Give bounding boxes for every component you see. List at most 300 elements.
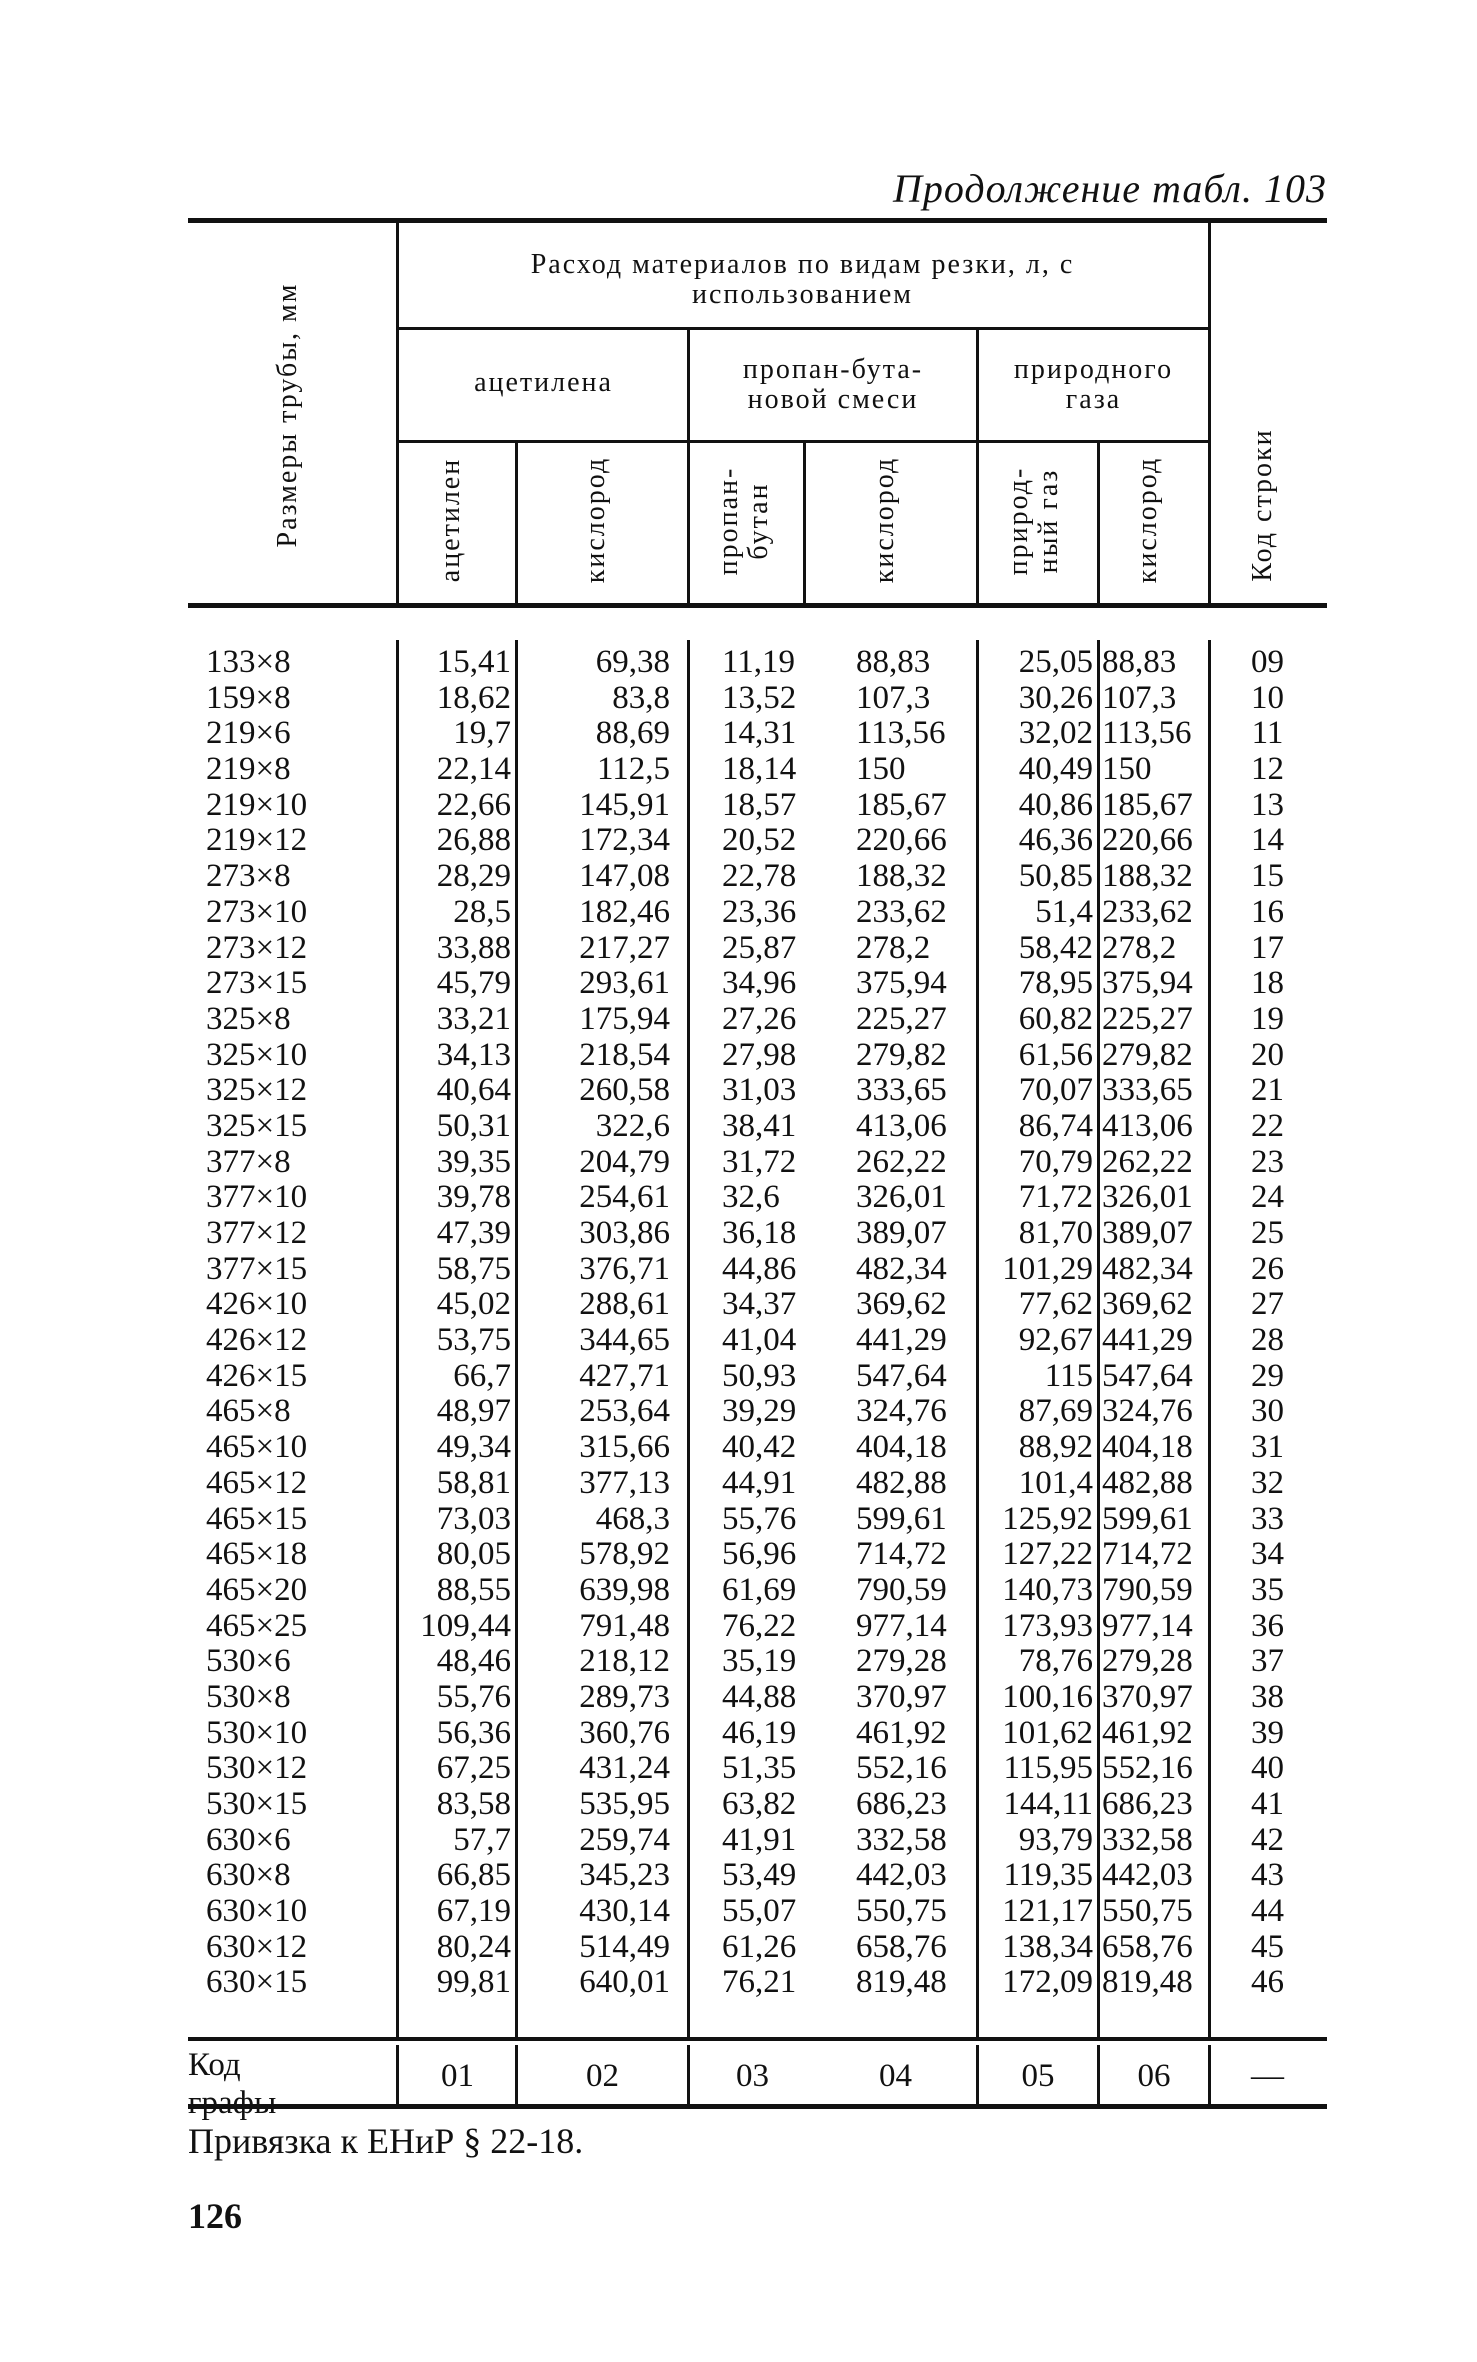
column-oxygen-1 <box>520 645 670 2001</box>
table-cell-size: 377×10 <box>206 1179 308 1216</box>
table-cell-c1: 80,24 <box>436 1928 511 1965</box>
table-cell-code: 21 <box>1251 1072 1284 1109</box>
table-cell-code: 41 <box>1251 1786 1284 1822</box>
body-bottom-rule <box>188 2037 1327 2041</box>
table-cell-c1: 109,44 <box>420 1607 511 1644</box>
vline-footer-6 <box>1208 2045 1211 2105</box>
table-cell-c1: 34,13 <box>436 1036 511 1073</box>
table-cell-c4: 404,18 <box>856 1429 947 1466</box>
table-cell-c4: 442,03 <box>856 1857 947 1894</box>
table-cell-size: 530×12 <box>206 1750 308 1787</box>
table-cell-code: 29 <box>1251 1357 1284 1394</box>
table-cell-code: 34 <box>1251 1536 1284 1573</box>
table-cell-c3: 41,91 <box>722 1821 797 1858</box>
table-cell-c3: 46,19 <box>722 1714 797 1751</box>
table-cell-c5: 58,42 <box>1018 929 1093 966</box>
column-pipe-size <box>206 645 391 2001</box>
table-cell-c6: 107,3 <box>1102 679 1177 716</box>
binding-note: Привязка к ЕНиР § 22-18. <box>188 2121 584 2161</box>
table-cell-c6: 547,64 <box>1102 1357 1193 1394</box>
table-cell-c3: 25,87 <box>722 929 797 966</box>
table-cell-code: 13 <box>1251 786 1284 823</box>
table-cell-c4: 547,64 <box>856 1357 947 1394</box>
table-cell-size: 273×12 <box>206 929 308 966</box>
table-cell-size: 325×15 <box>206 1107 308 1144</box>
table-cell-size: 426×15 <box>206 1357 308 1394</box>
table-cell-c5: 51,4 <box>1035 893 1093 930</box>
table-cell-c4: 658,76 <box>856 1928 947 1965</box>
table-cell-c2: 260,58 <box>579 1072 670 1109</box>
table-cell-c1: 48,46 <box>436 1643 511 1680</box>
table-cell-c1: 67,19 <box>436 1893 511 1930</box>
table-cell-c6: 552,16 <box>1102 1750 1193 1787</box>
table-cell-c5: 93,79 <box>1018 1821 1093 1858</box>
table-cell-c1: 45,02 <box>436 1286 511 1323</box>
table-cell-size: 377×15 <box>206 1250 308 1287</box>
table-cell-c6: 185,67 <box>1102 786 1193 823</box>
table-cell-c6: 977,14 <box>1102 1607 1193 1644</box>
table-cell-c3: 39,29 <box>722 1393 797 1430</box>
column-oxygen-2 <box>856 645 971 2001</box>
table-cell-c4: 107,3 <box>856 679 931 716</box>
table-cell-c6: 790,59 <box>1102 1571 1193 1608</box>
table-cell-code: 44 <box>1251 1893 1284 1930</box>
table-cell-c2: 293,61 <box>579 965 670 1002</box>
table-cell-c6: 599,61 <box>1102 1500 1193 1537</box>
table-cell-size: 530×8 <box>206 1678 291 1715</box>
table-cell-c4: 324,76 <box>856 1393 947 1430</box>
table-cell-c5: 40,49 <box>1018 751 1093 788</box>
table-cell-code: 18 <box>1251 965 1284 1002</box>
table-cell-c6: 482,34 <box>1102 1250 1193 1287</box>
table-cell-c3: 56,96 <box>722 1536 797 1573</box>
table-cell-c6: 413,06 <box>1102 1107 1193 1144</box>
table-cell-c3: 55,07 <box>722 1893 797 1930</box>
table-cell-c2: 315,66 <box>579 1429 670 1466</box>
table-cell-c1: 33,21 <box>436 1000 511 1037</box>
table-cell-c6: 389,07 <box>1102 1215 1193 1251</box>
table-cell-c6: 278,2 <box>1102 929 1177 966</box>
table-cell-c4: 332,58 <box>856 1821 947 1858</box>
table-cell-c4: 233,62 <box>856 893 947 930</box>
header-pipe-size: Размеры трубы, мм <box>272 282 303 548</box>
table-cell-c6: 326,01 <box>1102 1179 1193 1216</box>
table-cell-c4: 413,06 <box>856 1107 947 1144</box>
table-cell-c1: 28,29 <box>436 858 511 895</box>
table-cell-c1: 15,41 <box>436 644 511 680</box>
table-cell-c6: 550,75 <box>1102 1893 1193 1930</box>
table-cell-code: 11 <box>1251 715 1284 752</box>
table-cell-c1: 28,5 <box>453 893 511 930</box>
table-cell-c6: 714,72 <box>1102 1536 1193 1573</box>
table-cell-c4: 220,66 <box>856 822 947 859</box>
table-cell-size: 465×20 <box>206 1571 308 1608</box>
table-cell-c3: 36,18 <box>722 1215 797 1251</box>
table-cell-c2: 147,08 <box>579 858 670 895</box>
table-cell-code: 24 <box>1251 1179 1284 1216</box>
table-cell-code: 33 <box>1251 1500 1284 1537</box>
table-cell-c4: 714,72 <box>856 1536 947 1573</box>
vline-header-sub-5 <box>1097 440 1100 603</box>
table-cell-code: 28 <box>1251 1322 1284 1359</box>
header-main-group: Расход материалов по видам резки, л, с использованием <box>530 249 1075 310</box>
table-cell-c1: 50,31 <box>436 1107 511 1144</box>
table-cell-c3: 32,6 <box>722 1179 780 1216</box>
column-propane-butane <box>722 645 807 2001</box>
table-bottom-rule <box>188 2104 1327 2109</box>
graph-code-03: 03 <box>736 2058 769 2094</box>
table-cell-c6: 369,62 <box>1102 1286 1193 1323</box>
table-cell-c3: 38,41 <box>722 1107 797 1144</box>
table-cell-c5: 119,35 <box>1003 1857 1093 1894</box>
table-cell-c2: 791,48 <box>579 1607 670 1644</box>
table-cell-c1: 66,7 <box>453 1357 511 1394</box>
table-cell-c6: 188,32 <box>1102 858 1193 895</box>
table-cell-code: 36 <box>1251 1607 1284 1644</box>
table-cell-c6: 225,27 <box>1102 1000 1193 1037</box>
table-cell-c5: 87,69 <box>1018 1393 1093 1430</box>
table-cell-c1: 56,36 <box>436 1714 511 1751</box>
table-cell-size: 325×12 <box>206 1072 308 1109</box>
table-cell-c2: 430,14 <box>579 1893 670 1930</box>
table-cell-c2: 535,95 <box>579 1786 670 1822</box>
table-cell-c4: 326,01 <box>856 1179 947 1216</box>
table-cell-c6: 332,58 <box>1102 1821 1193 1858</box>
table-cell-c4: 552,16 <box>856 1750 947 1787</box>
table-cell-c3: 27,26 <box>722 1000 797 1037</box>
table-cell-size: 465×10 <box>206 1429 308 1466</box>
table-cell-c3: 34,96 <box>722 965 797 1002</box>
table-cell-size: 465×25 <box>206 1607 308 1644</box>
table-cell-c6: 819,48 <box>1102 1964 1193 2001</box>
table-cell-size: 465×18 <box>206 1536 308 1573</box>
table-cell-c2: 345,23 <box>579 1857 670 1894</box>
table-cell-c4: 482,88 <box>856 1464 947 1501</box>
table-cell-c3: 44,88 <box>722 1678 797 1715</box>
table-cell-size: 530×10 <box>206 1714 308 1751</box>
table-cell-c2: 253,64 <box>579 1393 670 1430</box>
table-cell-code: 31 <box>1251 1429 1284 1466</box>
vline-body-4 <box>976 640 979 2040</box>
table-cell-c4: 225,27 <box>856 1000 947 1037</box>
table-cell-c2: 83,8 <box>612 679 670 716</box>
table-cell-c6: 324,76 <box>1102 1393 1193 1430</box>
graph-code-01: 01 <box>441 2058 474 2094</box>
group-header-rule <box>398 327 1209 330</box>
table-cell-size: 273×8 <box>206 858 291 895</box>
table-cell-c5: 70,79 <box>1018 1143 1093 1180</box>
table-cell-size: 530×15 <box>206 1786 308 1822</box>
table-cell-c1: 88,55 <box>436 1571 511 1608</box>
table-cell-c4: 482,34 <box>856 1250 947 1287</box>
table-cell-size: 219×10 <box>206 786 308 823</box>
table-cell-c6: 333,65 <box>1102 1072 1193 1109</box>
table-cell-c6: 113,56 <box>1102 715 1192 752</box>
table-cell-c2: 514,49 <box>579 1928 670 1965</box>
table-cell-code: 17 <box>1251 929 1284 966</box>
table-cell-c4: 375,94 <box>856 965 947 1002</box>
vline-header-sub-3 <box>803 440 806 603</box>
table-cell-c3: 50,93 <box>722 1357 797 1394</box>
table-cell-c2: 145,91 <box>579 786 670 823</box>
table-cell-c1: 39,78 <box>436 1179 511 1216</box>
table-cell-c1: 19,7 <box>453 715 511 752</box>
table-cell-c1: 80,05 <box>436 1536 511 1573</box>
table-cell-c3: 44,91 <box>722 1464 797 1501</box>
table-cell-c1: 33,88 <box>436 929 511 966</box>
table-cell-c3: 20,52 <box>722 822 797 859</box>
table-cell-size: 325×8 <box>206 1000 291 1037</box>
table-cell-c6: 233,62 <box>1102 893 1193 930</box>
table-cell-c2: 360,76 <box>579 1714 670 1751</box>
table-cell-code: 35 <box>1251 1571 1284 1608</box>
table-cell-c2: 639,98 <box>579 1571 670 1608</box>
table-cell-size: 530×6 <box>206 1643 291 1680</box>
table-cell-c6: 279,28 <box>1102 1643 1193 1680</box>
table-cell-size: 219×8 <box>206 751 291 788</box>
table-cell-c5: 173,93 <box>1002 1607 1093 1644</box>
table-cell-c5: 50,85 <box>1018 858 1093 895</box>
table-cell-size: 377×12 <box>206 1215 308 1251</box>
table-cell-c2: 218,54 <box>579 1036 670 1073</box>
vline-body-6 <box>1208 640 1211 2040</box>
table-cell-c5: 78,76 <box>1018 1643 1093 1680</box>
graph-code-dash: — <box>1251 2058 1284 2094</box>
table-cell-c1: 49,34 <box>436 1429 511 1466</box>
table-cell-c3: 34,37 <box>722 1286 797 1323</box>
table-cell-c1: 53,75 <box>436 1322 511 1359</box>
column-oxygen-3 <box>1102 645 1207 2001</box>
table-cell-c4: 279,82 <box>856 1036 947 1073</box>
table-cell-c5: 32,02 <box>1018 715 1093 752</box>
table-cell-c3: 18,14 <box>722 751 797 788</box>
header-bottom-rule <box>188 603 1327 608</box>
table-cell-c1: 48,97 <box>436 1393 511 1430</box>
table-cell-c6: 370,97 <box>1102 1678 1193 1715</box>
table-cell-c1: 39,35 <box>436 1143 511 1180</box>
table-cell-c3: 18,57 <box>722 786 797 823</box>
table-cell-c3: 61,26 <box>722 1928 797 1965</box>
table-cell-c1: 40,64 <box>436 1072 511 1109</box>
table-cell-c3: 76,21 <box>722 1964 797 2001</box>
subcol-acetylene: ацетилен <box>435 457 466 583</box>
table-cell-size: 426×10 <box>206 1286 308 1323</box>
table-cell-c2: 259,74 <box>579 1821 670 1858</box>
header-group-propane: пропан-бута- новой смеси <box>742 354 924 415</box>
table-cell-c3: 23,36 <box>722 893 797 930</box>
table-cell-code: 27 <box>1251 1286 1284 1323</box>
table-cell-c3: 27,98 <box>722 1036 797 1073</box>
table-cell-c1: 47,39 <box>436 1215 511 1251</box>
table-cell-c4: 279,28 <box>856 1643 947 1680</box>
continuation-title: Продолжение табл. 103 <box>892 166 1327 211</box>
table-cell-c6: 279,82 <box>1102 1036 1193 1073</box>
table-cell-c5: 86,74 <box>1018 1107 1093 1144</box>
subcol-natural-gas: природ- ный газ <box>1003 466 1064 576</box>
header-row-code: Код строки <box>1247 428 1278 582</box>
table-cell-c1: 22,14 <box>436 751 511 788</box>
table-cell-c4: 977,14 <box>856 1607 947 1644</box>
table-cell-code: 14 <box>1251 822 1284 859</box>
table-cell-c3: 31,03 <box>722 1072 797 1109</box>
table-cell-code: 09 <box>1251 644 1284 680</box>
table-cell-code: 38 <box>1251 1678 1284 1715</box>
table-cell-code: 30 <box>1251 1393 1284 1430</box>
vline-body-1 <box>396 640 399 2040</box>
table-cell-c2: 112,5 <box>596 751 670 788</box>
table-cell-c1: 55,76 <box>436 1678 511 1715</box>
table-cell-size: 273×10 <box>206 893 308 930</box>
table-cell-c4: 819,48 <box>856 1964 947 2001</box>
table-cell-c5: 78,95 <box>1018 965 1093 1002</box>
table-cell-c1: 26,88 <box>436 822 511 859</box>
table-cell-c6: 482,88 <box>1102 1464 1193 1501</box>
table-cell-code: 42 <box>1251 1821 1284 1858</box>
table-cell-c3: 63,82 <box>722 1786 797 1822</box>
table-cell-c4: 461,92 <box>856 1714 947 1751</box>
vline-body-3 <box>687 640 690 2040</box>
table-cell-c5: 46,36 <box>1018 822 1093 859</box>
table-cell-c5: 115 <box>1044 1357 1093 1394</box>
table-cell-c4: 550,75 <box>856 1893 947 1930</box>
table-cell-code: 45 <box>1251 1928 1284 1965</box>
table-cell-c4: 262,22 <box>856 1143 947 1180</box>
table-cell-size: 630×6 <box>206 1821 291 1858</box>
table-cell-size: 630×12 <box>206 1928 308 1965</box>
table-cell-c4: 389,07 <box>856 1215 947 1251</box>
page-number: 126 <box>188 2196 242 2236</box>
column-acetylene <box>400 645 511 2001</box>
column-natural-gas <box>980 645 1093 2001</box>
table-cell-c1: 99,81 <box>436 1964 511 2001</box>
table-cell-c3: 61,69 <box>722 1571 797 1608</box>
table-cell-c6: 88,83 <box>1102 644 1177 680</box>
table-cell-c2: 303,86 <box>579 1215 670 1251</box>
table-cell-c1: 57,7 <box>453 1821 511 1858</box>
table-cell-c4: 790,59 <box>856 1571 947 1608</box>
table-cell-c5: 101,4 <box>1018 1464 1093 1501</box>
table-cell-c1: 73,03 <box>436 1500 511 1537</box>
table-cell-c5: 127,22 <box>1002 1536 1093 1573</box>
table-cell-c6: 686,23 <box>1102 1786 1193 1822</box>
table-cell-c6: 461,92 <box>1102 1714 1193 1751</box>
column-row-code <box>1225 645 1310 2001</box>
table-cell-c6: 442,03 <box>1102 1857 1193 1894</box>
table-cell-c2: 322,6 <box>595 1107 670 1144</box>
vline-header-1 <box>396 223 399 603</box>
footer-label: Код графы <box>188 2047 277 2121</box>
table-cell-c1: 83,58 <box>436 1786 511 1822</box>
table-cell-c2: 427,71 <box>579 1357 670 1394</box>
table-cell-c3: 55,76 <box>722 1500 797 1537</box>
table-cell-c1: 58,75 <box>436 1250 511 1287</box>
table-cell-code: 26 <box>1251 1250 1284 1287</box>
table-cell-c1: 67,25 <box>436 1750 511 1787</box>
table-cell-c2: 289,73 <box>579 1678 670 1715</box>
subcol-oxygen-1: кислород <box>580 456 611 584</box>
table-cell-c5: 70,07 <box>1018 1072 1093 1109</box>
table-cell-c2: 69,38 <box>595 644 670 680</box>
header-group-natural-gas: природного газа <box>1013 354 1174 415</box>
table-cell-code: 43 <box>1251 1857 1284 1894</box>
table-cell-c2: 175,94 <box>579 1000 670 1037</box>
table-cell-c6: 150 <box>1102 751 1152 788</box>
table-cell-c1: 45,79 <box>436 965 511 1002</box>
table-cell-c6: 404,18 <box>1102 1429 1193 1466</box>
table-cell-c2: 640,01 <box>579 1964 670 2001</box>
table-cell-c5: 144,11 <box>1003 1786 1093 1822</box>
table-cell-c5: 100,16 <box>1002 1678 1093 1715</box>
vline-header-sub-1 <box>515 440 518 603</box>
table-cell-code: 32 <box>1251 1464 1284 1501</box>
table-cell-size: 159×8 <box>206 679 291 716</box>
table-cell-c4: 150 <box>856 751 906 788</box>
table-cell-size: 219×12 <box>206 822 308 859</box>
table-cell-c3: 14,31 <box>722 715 797 752</box>
table-cell-code: 16 <box>1251 893 1284 930</box>
graph-code-06: 06 <box>1137 2058 1171 2094</box>
table-cell-code: 19 <box>1251 1000 1284 1037</box>
table-cell-c5: 60,82 <box>1018 1000 1093 1037</box>
graph-code-05: 05 <box>1021 2058 1055 2094</box>
table-cell-c2: 88,69 <box>595 715 670 752</box>
table-cell-c2: 376,71 <box>579 1250 670 1287</box>
subcol-oxygen-2: кислород <box>869 456 900 584</box>
table-cell-code: 23 <box>1251 1143 1284 1180</box>
table-cell-c6: 441,29 <box>1102 1322 1193 1359</box>
table-cell-c5: 101,62 <box>1002 1714 1093 1751</box>
table-cell-code: 40 <box>1251 1750 1284 1787</box>
vline-header-right <box>1208 223 1211 603</box>
table-cell-c3: 76,22 <box>722 1607 797 1644</box>
table-cell-c2: 578,92 <box>579 1536 670 1573</box>
table-cell-c4: 686,23 <box>856 1786 947 1822</box>
table-cell-c2: 172,34 <box>579 822 670 859</box>
table-cell-c4: 599,61 <box>856 1500 947 1537</box>
graph-code-04: 04 <box>879 2058 912 2094</box>
table-cell-code: 20 <box>1251 1036 1284 1073</box>
table-cell-c5: 71,72 <box>1018 1179 1093 1216</box>
vline-body-5 <box>1097 640 1100 2040</box>
table-cell-c3: 22,78 <box>722 858 797 895</box>
table-cell-c5: 121,17 <box>1002 1893 1093 1930</box>
table-cell-code: 10 <box>1251 679 1284 716</box>
table-cell-code: 25 <box>1251 1215 1284 1251</box>
table-cell-size: 465×15 <box>206 1500 308 1537</box>
table-cell-c4: 188,32 <box>856 858 947 895</box>
table-cell-c3: 11,19 <box>722 644 796 680</box>
table-cell-size: 465×8 <box>206 1393 291 1430</box>
table-cell-c3: 53,49 <box>722 1857 797 1894</box>
table-cell-c6: 262,22 <box>1102 1143 1193 1180</box>
table-cell-c3: 31,72 <box>722 1143 797 1180</box>
table-cell-c2: 288,61 <box>579 1286 670 1323</box>
table-cell-c4: 278,2 <box>856 929 931 966</box>
table-cell-c5: 81,70 <box>1018 1215 1093 1251</box>
table-cell-size: 630×15 <box>206 1964 308 2001</box>
table-cell-c6: 220,66 <box>1102 822 1193 859</box>
table-cell-c3: 41,04 <box>722 1322 797 1359</box>
table-cell-c1: 18,62 <box>436 679 511 716</box>
table-cell-c3: 44,86 <box>722 1250 797 1287</box>
table-cell-c5: 172,09 <box>1002 1964 1093 2001</box>
table-cell-c3: 13,52 <box>722 679 797 716</box>
table-cell-c2: 217,27 <box>579 929 670 966</box>
graph-code-02: 02 <box>586 2058 619 2094</box>
table-cell-c5: 40,86 <box>1018 786 1093 823</box>
table-cell-c5: 61,56 <box>1018 1036 1093 1073</box>
vline-footer-1 <box>396 2045 399 2105</box>
